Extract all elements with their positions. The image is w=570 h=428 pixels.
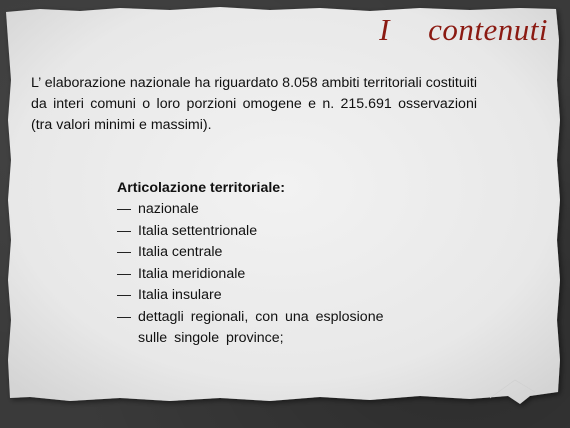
territorial-section [117, 178, 417, 350]
list-item [117, 221, 417, 243]
dash-bullet-icon [117, 252, 131, 253]
list-item-label: dettagli regionali, con una esplosione sulle singole province; [138, 308, 384, 346]
list-item-label: Italia settentrionale [138, 222, 258, 239]
dash-bullet-icon [117, 209, 131, 210]
list-item [117, 242, 417, 264]
slide-title: I contenuti [379, 12, 548, 47]
list-item [117, 264, 417, 286]
list-item [117, 307, 417, 350]
intro-paragraph: L’ elaborazione nazionale ha riguardato 8.058 ambiti territoriali costituiti da interi comuni o loro porzioni omogene e n. 215.691 osservazioni (tra valori minimi e massimi). [31, 75, 477, 133]
dash-bullet-icon [117, 231, 131, 232]
list-item [117, 285, 417, 307]
dash-bullet-icon [117, 274, 131, 275]
dash-bullet-icon [117, 317, 131, 318]
list-item-label: Italia meridionale [138, 265, 246, 282]
list-item [117, 199, 417, 221]
list-item-label: nazionale [138, 201, 199, 217]
territorial-list [117, 199, 417, 350]
dash-bullet-icon [117, 295, 131, 296]
section-heading: Articolazione territoriale: [117, 180, 285, 196]
list-item-label: Italia centrale [138, 244, 223, 260]
list-item-label: Italia insulare [138, 287, 222, 303]
